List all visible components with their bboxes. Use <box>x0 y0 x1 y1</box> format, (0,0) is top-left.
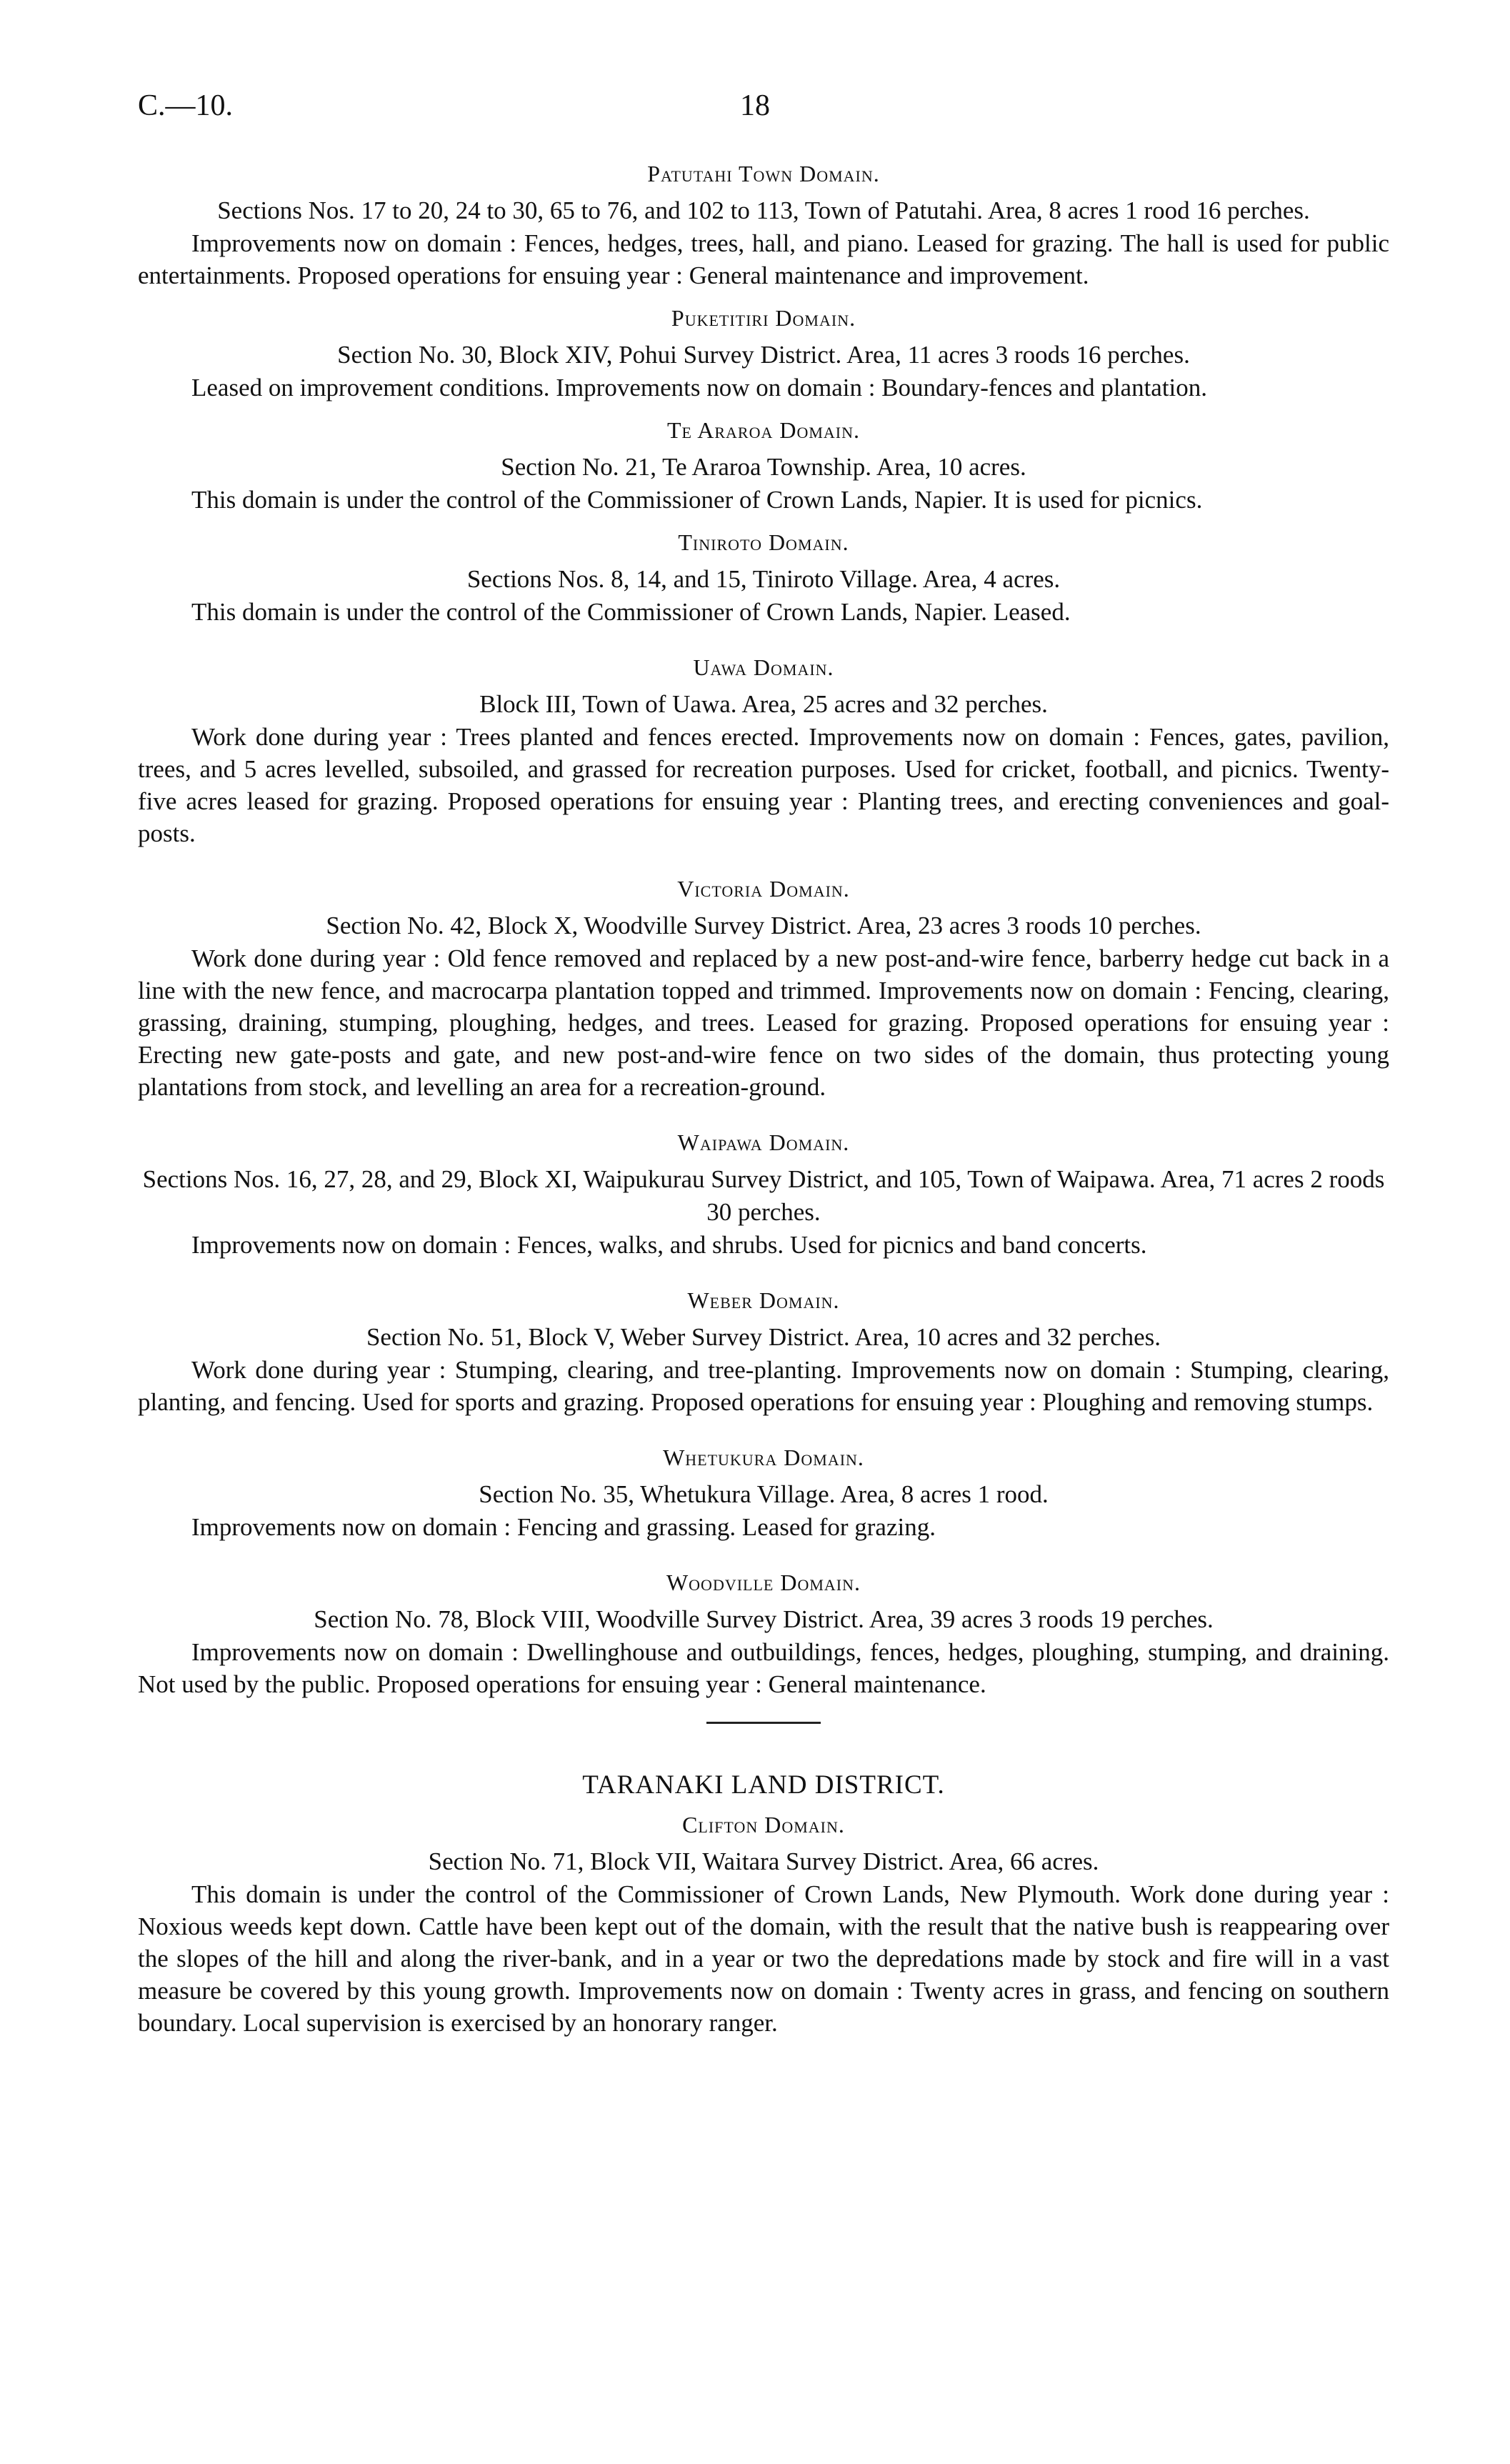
section-line: Section No. 71, Block VII, Waitara Survey District. Area, 66 acres. <box>428 1847 1099 1875</box>
page-body <box>138 151 1389 2049</box>
section-paragraph: Improvements now on domain : Fences, walks, and shrubs. Used for picnics and band concerts. <box>191 1231 1147 1259</box>
section-paragraph: Work done during year : Stumping, clearing, and tree-planting. Improvements now on domain : Stumping, clearing, planting, and fencing. Used for sports and grazing. Proposed operations for ensuing year : Ploughing and removing stumps. <box>138 1356 1389 1416</box>
section-uawa <box>138 651 1389 849</box>
section-line: Sections Nos. 8, 14, and 15, Tiniroto Village. Area, 4 acres. <box>466 565 1061 593</box>
section-line: Section No. 78, Block VIII, Woodville Survey District. Area, 39 acres 3 roods 19 perches. <box>314 1605 1214 1633</box>
section-clifton <box>138 1808 1389 2039</box>
section-line: Sections Nos. 16, 27, 28, and 29, Block XI, Waipukurau Survey District, and 105, Town of Waipawa. Area, 71 acres 2 roods 30 perches. <box>142 1165 1385 1226</box>
section-paragraph: This domain is under the control of the Commissioner of Crown Lands, Napier. It is used for picnics. <box>191 486 1203 514</box>
section-line: Sections Nos. 17 to 20, 24 to 30, 65 to 76, and 102 to 113, Town of Patutahi. Area, 8 acres 1 rood 16 perches. <box>217 196 1310 224</box>
section-paragraph: Leased on improvement conditions. Improvements now on domain : Boundary-fences and plantation. <box>191 374 1208 401</box>
section-waipawa <box>138 1126 1389 1261</box>
section-patutahi <box>138 157 1389 291</box>
section-line: Section No. 35, Whetukura Village. Area, 8 acres 1 rood. <box>479 1480 1049 1508</box>
section-puketitiri <box>138 301 1389 404</box>
section-paragraph: Improvements now on domain : Dwellinghouse and outbuildings, fences, hedges, ploughing, stumping, and draining. Not used by the public. Proposed operations for ensuing year : General maintenance. <box>138 1638 1389 1698</box>
section-heading: Waipawa Domain. <box>677 1129 850 1155</box>
section-line: Block III, Town of Uawa. Area, 25 acres and 32 perches. <box>479 690 1048 718</box>
section-heading: Woodville Domain. <box>666 1570 861 1595</box>
section-woodville <box>138 1566 1389 1700</box>
section-heading: Patutahi Town Domain. <box>647 161 880 186</box>
section-heading: Clifton Domain. <box>682 1812 845 1837</box>
section-heading: Te Araroa Domain. <box>667 417 860 443</box>
section-paragraph: Work done during year : Trees planted and fences erected. Improvements now on domain : Fences, gates, pavilion, trees, and 5 acres levelled, subsoiled, and grassed for recreation purposes. Used for cricket, football, and picnics. Twenty-five acres leased for grazing. Proposed operations for ensuing year : Planting trees, and erecting conveniences and goal-posts. <box>138 723 1389 847</box>
section-heading: Puketitiri Domain. <box>671 305 856 331</box>
section-line: Section No. 30, Block XIV, Pohui Survey District. Area, 11 acres 3 roods 16 perches. <box>337 341 1190 369</box>
section-heading: Victoria Domain. <box>677 876 850 902</box>
section-victoria <box>138 872 1389 1103</box>
document-reference: C.—10. <box>138 89 234 122</box>
section-tiniroto <box>138 526 1389 628</box>
section-paragraph: Improvements now on domain : Fencing and grassing. Leased for grazing. <box>191 1513 936 1541</box>
district-title: TARANAKI LAND DISTRICT. <box>582 1770 945 1800</box>
section-paragraph: Work done during year : Old fence removed and replaced by a new post-and-wire fence, barberry hedge cut back in a line with the new fence, and macrocarpa plantation topped and trimmed. Improvements now on domain : Fencing, clearing, grassing, draining, stumping, ploughing, hedges, and trees. Leased for grazing. Proposed operations for ensuing year : Erecting new gate-posts and gate, and new post-and-wire fence on two sides of the domain, thus protecting young plantations from stock, and levelling an area for a recreation-ground. <box>138 944 1389 1101</box>
section-heading: Whetukura Domain. <box>663 1445 864 1470</box>
section-weber <box>138 1284 1389 1418</box>
section-divider <box>706 1722 821 1724</box>
section-heading: Weber Domain. <box>687 1287 840 1313</box>
section-paragraph: This domain is under the control of the Commissioner of Crown Lands, Napier. Leased. <box>191 598 1071 626</box>
section-line: Section No. 42, Block X, Woodville Survey District. Area, 23 acres 3 roods 10 perches. <box>326 912 1201 939</box>
section-paragraph: Improvements now on domain : Fences, hedges, trees, hall, and piano. Leased for grazing. The hall is used for public entertainments. Proposed operations for ensuing year : General maintenance and improvement. <box>138 229 1389 289</box>
section-heading: Tiniroto Domain. <box>678 529 849 555</box>
section-whetukura <box>138 1441 1389 1543</box>
section-te-araroa <box>138 414 1389 516</box>
page-number: 18 <box>740 89 770 122</box>
section-line: Section No. 21, Te Araroa Township. Area, 10 acres. <box>501 453 1026 481</box>
section-paragraph: This domain is under the control of the Commissioner of Crown Lands, New Plymouth. Work done during year : Noxious weeds kept down. Cattle have been kept out of the domain, with the result that the native bush is reappearing over the slopes of the hill and along the river-bank, and in a year or two the depredations made by stock and fire will in a vast measure be covered by this young growth. Improvements now on domain : Twenty acres in grass, and fencing on southern boundary. Local supervision is exercised by an honorary ranger. <box>138 1880 1389 2037</box>
section-heading: Uawa Domain. <box>693 654 834 680</box>
section-line: Section No. 51, Block V, Weber Survey District. Area, 10 acres and 32 perches. <box>366 1323 1161 1351</box>
